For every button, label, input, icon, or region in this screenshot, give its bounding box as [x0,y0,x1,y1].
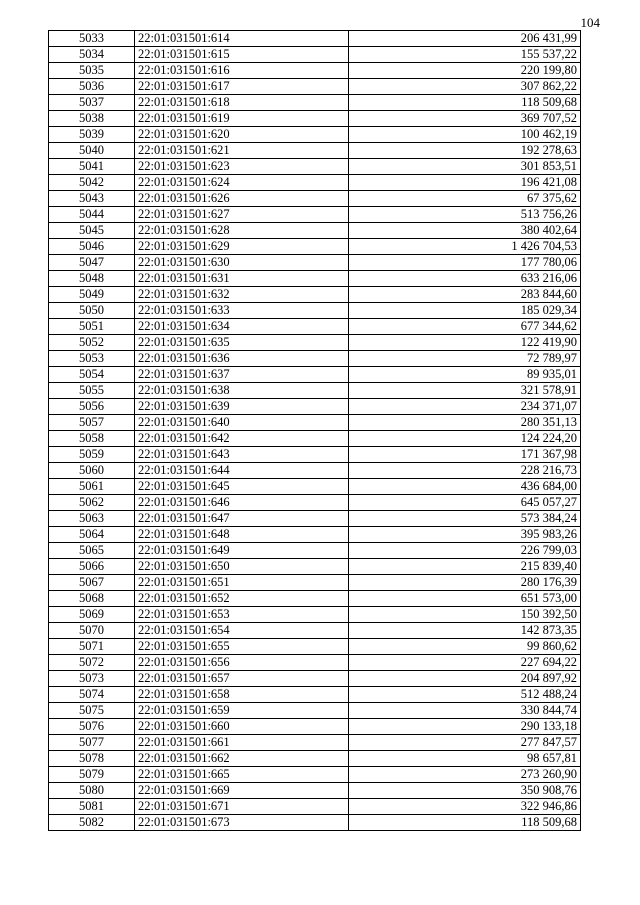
table-row [49,255,581,271]
table-row [49,63,581,79]
amount-cell: 220 199,80 [349,63,581,79]
amount-cell: 651 573,00 [349,591,581,607]
amount-cell: 206 431,99 [349,31,581,47]
row-number-cell: 5063 [49,511,135,527]
table-row [49,815,581,831]
row-number-cell: 5080 [49,783,135,799]
cadastral-number-cell: 22:01:031501:659 [135,703,349,719]
cadastral-number-cell: 22:01:031501:655 [135,639,349,655]
amount-cell: 171 367,98 [349,447,581,463]
table-row [49,479,581,495]
cadastral-number-cell: 22:01:031501:669 [135,783,349,799]
amount-cell: 301 853,51 [349,159,581,175]
row-number-cell: 5070 [49,623,135,639]
row-number-cell: 5041 [49,159,135,175]
amount-cell: 321 578,91 [349,383,581,399]
cadastral-number-cell: 22:01:031501:671 [135,799,349,815]
table-row [49,79,581,95]
amount-cell: 280 176,39 [349,575,581,591]
amount-cell: 196 421,08 [349,175,581,191]
amount-cell: 142 873,35 [349,623,581,639]
cadastral-number-cell: 22:01:031501:647 [135,511,349,527]
row-number-cell: 5039 [49,127,135,143]
registry-table [48,30,581,831]
row-number-cell: 5034 [49,47,135,63]
table-row [49,607,581,623]
cadastral-number-cell: 22:01:031501:654 [135,623,349,639]
cadastral-number-cell: 22:01:031501:651 [135,575,349,591]
table-row [49,95,581,111]
table-row [49,159,581,175]
row-number-cell: 5073 [49,671,135,687]
row-number-cell: 5033 [49,31,135,47]
row-number-cell: 5052 [49,335,135,351]
cadastral-number-cell: 22:01:031501:624 [135,175,349,191]
row-number-cell: 5038 [49,111,135,127]
table-row [49,367,581,383]
amount-cell: 277 847,57 [349,735,581,751]
amount-cell: 369 707,52 [349,111,581,127]
amount-cell: 122 419,90 [349,335,581,351]
amount-cell: 1 426 704,53 [349,239,581,255]
cadastral-number-cell: 22:01:031501:661 [135,735,349,751]
amount-cell: 395 983,26 [349,527,581,543]
row-number-cell: 5058 [49,431,135,447]
row-number-cell: 5074 [49,687,135,703]
row-number-cell: 5056 [49,399,135,415]
row-number-cell: 5064 [49,527,135,543]
row-number-cell: 5081 [49,799,135,815]
table-row [49,783,581,799]
row-number-cell: 5065 [49,543,135,559]
registry-table-body [49,31,581,831]
table-row [49,47,581,63]
cadastral-number-cell: 22:01:031501:637 [135,367,349,383]
cadastral-number-cell: 22:01:031501:642 [135,431,349,447]
table-row [49,175,581,191]
cadastral-number-cell: 22:01:031501:640 [135,415,349,431]
table-row [49,351,581,367]
amount-cell: 192 278,63 [349,143,581,159]
amount-cell: 204 897,92 [349,671,581,687]
amount-cell: 227 694,22 [349,655,581,671]
cadastral-number-cell: 22:01:031501:638 [135,383,349,399]
amount-cell: 573 384,24 [349,511,581,527]
table-row [49,719,581,735]
row-number-cell: 5050 [49,303,135,319]
cadastral-number-cell: 22:01:031501:660 [135,719,349,735]
row-number-cell: 5054 [49,367,135,383]
table-row [49,799,581,815]
cadastral-number-cell: 22:01:031501:621 [135,143,349,159]
cadastral-number-cell: 22:01:031501:650 [135,559,349,575]
cadastral-number-cell: 22:01:031501:646 [135,495,349,511]
table-row [49,703,581,719]
row-number-cell: 5076 [49,719,135,735]
cadastral-number-cell: 22:01:031501:630 [135,255,349,271]
table-row [49,687,581,703]
table-row [49,511,581,527]
cadastral-number-cell: 22:01:031501:634 [135,319,349,335]
row-number-cell: 5048 [49,271,135,287]
cadastral-number-cell: 22:01:031501:643 [135,447,349,463]
cadastral-number-cell: 22:01:031501:649 [135,543,349,559]
table-row [49,543,581,559]
cadastral-number-cell: 22:01:031501:657 [135,671,349,687]
cadastral-number-cell: 22:01:031501:635 [135,335,349,351]
amount-cell: 633 216,06 [349,271,581,287]
table-row [49,143,581,159]
table-row [49,383,581,399]
row-number-cell: 5059 [49,447,135,463]
row-number-cell: 5035 [49,63,135,79]
row-number-cell: 5082 [49,815,135,831]
table-row [49,127,581,143]
row-number-cell: 5060 [49,463,135,479]
table-row [49,639,581,655]
table-row [49,751,581,767]
cadastral-number-cell: 22:01:031501:623 [135,159,349,175]
amount-cell: 307 862,22 [349,79,581,95]
cadastral-number-cell: 22:01:031501:656 [135,655,349,671]
amount-cell: 512 488,24 [349,687,581,703]
row-number-cell: 5036 [49,79,135,95]
row-number-cell: 5075 [49,703,135,719]
amount-cell: 89 935,01 [349,367,581,383]
table-row [49,463,581,479]
row-number-cell: 5062 [49,495,135,511]
amount-cell: 118 509,68 [349,95,581,111]
cadastral-number-cell: 22:01:031501:614 [135,31,349,47]
row-number-cell: 5042 [49,175,135,191]
row-number-cell: 5077 [49,735,135,751]
row-number-cell: 5055 [49,383,135,399]
table-row [49,191,581,207]
row-number-cell: 5043 [49,191,135,207]
table-row [49,207,581,223]
amount-cell: 124 224,20 [349,431,581,447]
row-number-cell: 5044 [49,207,135,223]
cadastral-number-cell: 22:01:031501:618 [135,95,349,111]
cadastral-number-cell: 22:01:031501:648 [135,527,349,543]
amount-cell: 350 908,76 [349,783,581,799]
amount-cell: 99 860,62 [349,639,581,655]
table-row [49,767,581,783]
cadastral-number-cell: 22:01:031501:632 [135,287,349,303]
amount-cell: 645 057,27 [349,495,581,511]
table-row [49,575,581,591]
row-number-cell: 5072 [49,655,135,671]
row-number-cell: 5069 [49,607,135,623]
row-number-cell: 5067 [49,575,135,591]
row-number-cell: 5037 [49,95,135,111]
amount-cell: 273 260,90 [349,767,581,783]
cadastral-number-cell: 22:01:031501:620 [135,127,349,143]
table-row [49,655,581,671]
cadastral-number-cell: 22:01:031501:617 [135,79,349,95]
row-number-cell: 5053 [49,351,135,367]
table-row [49,111,581,127]
table-row [49,495,581,511]
amount-cell: 677 344,62 [349,319,581,335]
amount-cell: 330 844,74 [349,703,581,719]
table-row [49,623,581,639]
cadastral-number-cell: 22:01:031501:631 [135,271,349,287]
table-row [49,415,581,431]
row-number-cell: 5045 [49,223,135,239]
table-row [49,559,581,575]
table-row [49,399,581,415]
table-row [49,671,581,687]
amount-cell: 234 371,07 [349,399,581,415]
cadastral-number-cell: 22:01:031501:639 [135,399,349,415]
table-row [49,271,581,287]
amount-cell: 150 392,50 [349,607,581,623]
table-row [49,303,581,319]
amount-cell: 380 402,64 [349,223,581,239]
page-number: 104 [580,15,600,30]
cadastral-number-cell: 22:01:031501:629 [135,239,349,255]
cadastral-number-cell: 22:01:031501:652 [135,591,349,607]
cadastral-number-cell: 22:01:031501:662 [135,751,349,767]
row-number-cell: 5066 [49,559,135,575]
amount-cell: 226 799,03 [349,543,581,559]
amount-cell: 72 789,97 [349,351,581,367]
amount-cell: 98 657,81 [349,751,581,767]
cadastral-number-cell: 22:01:031501:644 [135,463,349,479]
cadastral-number-cell: 22:01:031501:615 [135,47,349,63]
cadastral-number-cell: 22:01:031501:616 [135,63,349,79]
cadastral-number-cell: 22:01:031501:633 [135,303,349,319]
amount-cell: 177 780,06 [349,255,581,271]
amount-cell: 283 844,60 [349,287,581,303]
cadastral-number-cell: 22:01:031501:636 [135,351,349,367]
row-number-cell: 5047 [49,255,135,271]
row-number-cell: 5049 [49,287,135,303]
amount-cell: 436 684,00 [349,479,581,495]
table-row [49,239,581,255]
row-number-cell: 5046 [49,239,135,255]
table-row [49,335,581,351]
cadastral-number-cell: 22:01:031501:645 [135,479,349,495]
table-row [49,431,581,447]
amount-cell: 322 946,86 [349,799,581,815]
cadastral-number-cell: 22:01:031501:658 [135,687,349,703]
table-row [49,447,581,463]
row-number-cell: 5079 [49,767,135,783]
cadastral-number-cell: 22:01:031501:653 [135,607,349,623]
row-number-cell: 5068 [49,591,135,607]
table-row [49,735,581,751]
cadastral-number-cell: 22:01:031501:626 [135,191,349,207]
row-number-cell: 5078 [49,751,135,767]
amount-cell: 280 351,13 [349,415,581,431]
row-number-cell: 5057 [49,415,135,431]
amount-cell: 118 509,68 [349,815,581,831]
row-number-cell: 5040 [49,143,135,159]
amount-cell: 513 756,26 [349,207,581,223]
table-row [49,223,581,239]
table-row [49,319,581,335]
amount-cell: 67 375,62 [349,191,581,207]
row-number-cell: 5061 [49,479,135,495]
cadastral-number-cell: 22:01:031501:665 [135,767,349,783]
cadastral-number-cell: 22:01:031501:628 [135,223,349,239]
amount-cell: 215 839,40 [349,559,581,575]
row-number-cell: 5071 [49,639,135,655]
amount-cell: 155 537,22 [349,47,581,63]
amount-cell: 185 029,34 [349,303,581,319]
row-number-cell: 5051 [49,319,135,335]
table-row [49,287,581,303]
table-row [49,591,581,607]
table-row [49,527,581,543]
amount-cell: 290 133,18 [349,719,581,735]
amount-cell: 228 216,73 [349,463,581,479]
table-row [49,31,581,47]
amount-cell: 100 462,19 [349,127,581,143]
cadastral-number-cell: 22:01:031501:619 [135,111,349,127]
cadastral-number-cell: 22:01:031501:673 [135,815,349,831]
cadastral-number-cell: 22:01:031501:627 [135,207,349,223]
